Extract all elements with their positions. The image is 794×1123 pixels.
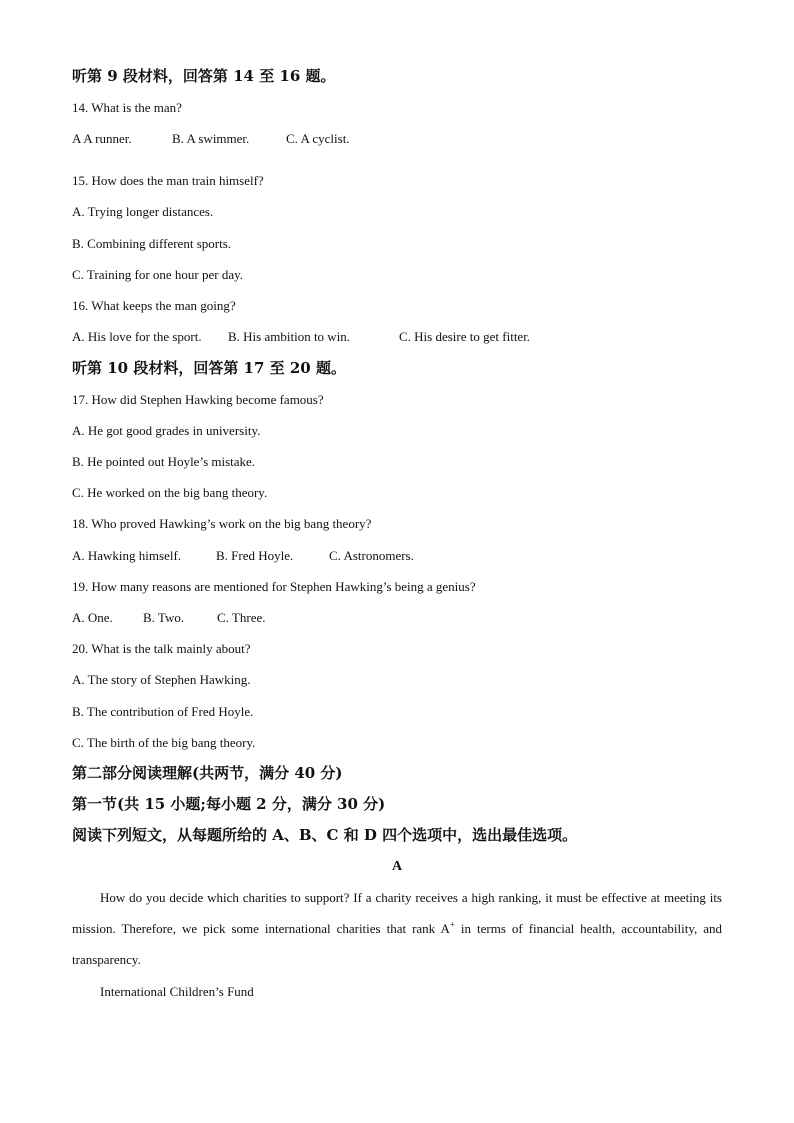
question-16-options	[72, 329, 530, 345]
question-19-options	[72, 610, 266, 626]
passage-label: A	[391, 859, 403, 874]
question-14: 14. What is the man?	[72, 100, 182, 115]
passage-subtitle: International Children’s Fund	[100, 984, 254, 999]
option-b: B. Two.	[143, 610, 185, 625]
option-c: C. A cyclist.	[286, 131, 350, 146]
question-20-option-a: A. The story of Stephen Hawking.	[72, 672, 251, 687]
paragraph-superscript: +	[449, 919, 455, 930]
question-18: 18. Who proved Hawking’s work on the big bang theory?	[72, 516, 372, 531]
question-20-option-b: B. The contribution of Fred Hoyle.	[72, 704, 254, 719]
option-b: B. Fred Hoyle.	[216, 548, 294, 563]
passage-paragraph	[72, 882, 722, 975]
option-b: B. His ambition to win.	[228, 329, 351, 344]
question-14-options	[72, 131, 350, 147]
option-a: A. Hawking himself.	[72, 548, 182, 563]
question-18-options	[72, 548, 414, 564]
section-9-heading: 听第 9 段材料，回答第 14 至 16 题。	[72, 67, 336, 85]
option-b: B. A swimmer.	[172, 131, 250, 146]
part-2-heading: 第二部分阅读理解(共两节，满分 40 分)	[72, 764, 343, 782]
question-20: 20. What is the talk mainly about?	[72, 641, 251, 656]
question-20-option-c: C. The birth of the big bang theory.	[72, 735, 256, 750]
question-15-option-c: C. Training for one hour per day.	[72, 267, 244, 282]
option-c: C. Three.	[217, 610, 266, 625]
paragraph-text-1: How do you decide which charities to support? If a charity receives a high ranking, it must be effective at meeting its mission. Therefore, we pick some international charities that rank A	[72, 890, 722, 936]
option-a: A. One.	[72, 610, 113, 625]
question-17-option-b: B. He pointed out Hoyle’s mistake.	[72, 454, 256, 469]
section-1-heading: 第一节(共 15 小题;每小题 2 分，满分 30 分)	[72, 795, 386, 813]
question-17-option-c: C. He worked on the big bang theory.	[72, 485, 268, 500]
option-c: C. His desire to get fitter.	[399, 329, 531, 344]
question-15-option-b: B. Combining different sports.	[72, 236, 232, 251]
question-19: 19. How many reasons are mentioned for Stephen Hawking’s being a genius?	[72, 579, 476, 594]
option-a: A. His love for the sport.	[72, 329, 202, 344]
option-a: A A runner.	[72, 131, 132, 146]
reading-instruction: 阅读下列短文，从每题所给的 A、B、C 和 D 四个选项中，选出最佳选项。	[72, 826, 578, 844]
question-16: 16. What keeps the man going?	[72, 298, 236, 313]
question-17: 17. How did Stephen Hawking become famous?	[72, 392, 324, 407]
question-15: 15. How does the man train himself?	[72, 173, 264, 188]
option-c: C. Astronomers.	[329, 548, 414, 563]
question-15-option-a: A. Trying longer distances.	[72, 204, 214, 219]
section-10-heading: 听第 10 段材料，回答第 17 至 20 题。	[72, 359, 346, 377]
paragraph-text-2: in terms of financial health, accountability, and transparency.	[72, 921, 722, 967]
question-17-option-a: A. He got good grades in university.	[72, 423, 261, 438]
